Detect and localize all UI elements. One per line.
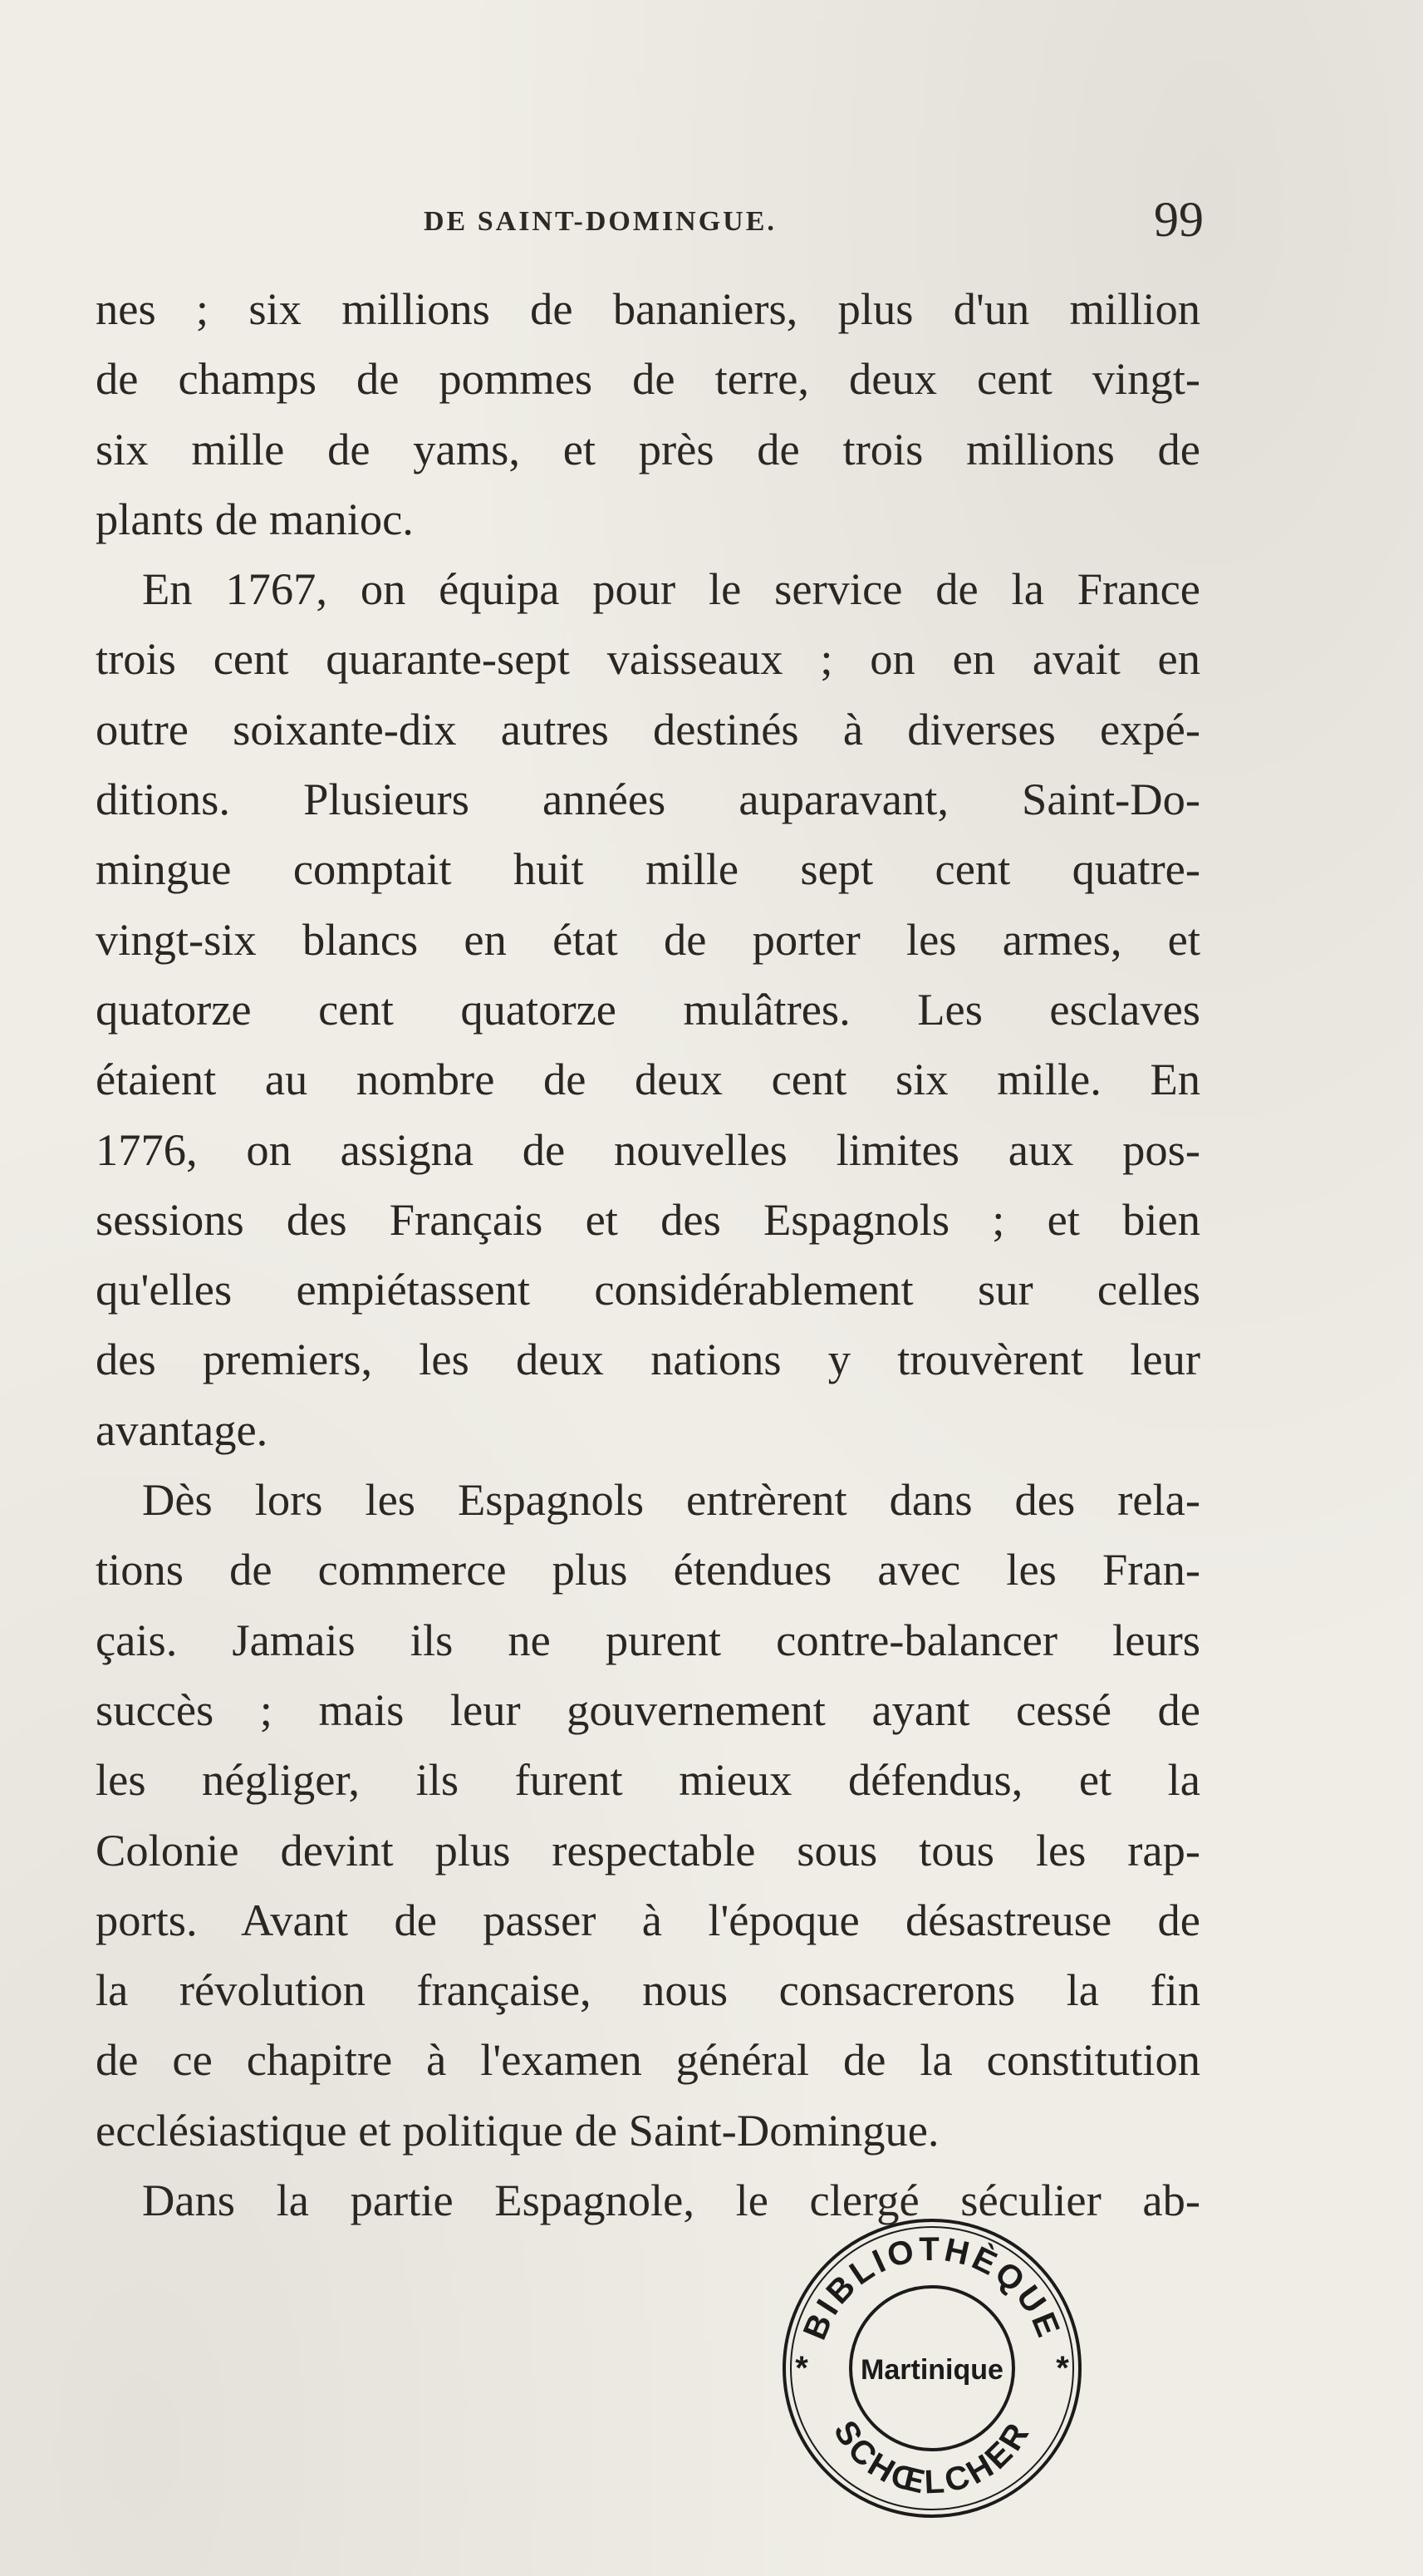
text-line: En 1767, on équipa pour le service de la France (142, 563, 1200, 615)
text-line: çais. Jamais ils ne purent contre-balancer leurs (96, 1614, 1200, 1665)
text-line: des premiers, les deux nations y trouvèrent leur (96, 1334, 1200, 1385)
text-line: tions de commerce plus étendues avec les Fran- (96, 1544, 1200, 1595)
stamp-seal (774, 2206, 1090, 2522)
text-line: de champs de pommes de terre, deux cent vingt- (96, 353, 1200, 405)
text-line: outre soixante-dix autres destinés à diverses expé- (96, 703, 1200, 755)
stamp-bottom-text: SCHŒLCHER (826, 2414, 1038, 2502)
stamp-star-left: * (795, 2350, 808, 2387)
stamp-star-right: * (1056, 2350, 1069, 2387)
text-line: vingt-six blancs en état de porter les armes, et (96, 913, 1200, 965)
text-line: nes ; six millions de bananiers, plus d'un million (96, 283, 1200, 334)
text-line: de ce chapitre à l'examen général de la constitution (96, 2034, 1200, 2086)
text-line: les négliger, ils furent mieux défendus, et la (96, 1754, 1200, 1806)
stamp-top-text: BIBLIOTHÈQUE (796, 2230, 1068, 2345)
text-line: 1776, on assigna de nouvelles limites aux pos- (96, 1123, 1200, 1175)
body-text (96, 274, 1200, 2235)
running-head: DE SAINT-DOMINGUE. (424, 206, 777, 237)
text-line: trois cent quarante-sept vaisseaux ; on en avait en (96, 633, 1200, 685)
text-line: ports. Avant de passer à l'époque désastreuse de (96, 1894, 1200, 1945)
text-line: succès ; mais leur gouvernement ayant cessé de (96, 1684, 1200, 1735)
text-line: avantage. (96, 1404, 268, 1455)
text-line: Dans la partie Espagnole, le clergé séculier ab- (142, 2175, 1200, 2226)
text-line: sessions des Français et des Espagnols ; et bien (96, 1193, 1200, 1245)
stamp-center-text: Martinique (861, 2354, 1003, 2386)
text-line: ecclésiastique et politique de Saint-Domingue. (96, 2104, 940, 2156)
text-line: qu'elles empiétassent considérablement sur celles (96, 1264, 1200, 1315)
text-line: six mille de yams, et près de trois millions de (96, 423, 1200, 474)
text-line: la révolution française, nous consacrerons la fin (96, 1964, 1200, 2016)
text-line: Dès lors les Espagnols entrèrent dans des rela- (142, 1474, 1200, 1526)
text-line: étaient au nombre de deux cent six mille. En (96, 1054, 1200, 1105)
page-header (96, 191, 1204, 266)
text-line: ditions. Plusieurs années auparavant, Saint-Do- (96, 774, 1200, 825)
text-line: Colonie devint plus respectable sous tous les rap- (96, 1824, 1200, 1875)
page-number: 99 (1154, 192, 1204, 247)
library-stamp (774, 2206, 1090, 2522)
text-line: quatorze cent quatorze mulâtres. Les esclaves (96, 983, 1200, 1035)
text-line: mingue comptait huit mille sept cent quatre- (96, 843, 1200, 895)
text-line: plants de manioc. (96, 493, 414, 544)
